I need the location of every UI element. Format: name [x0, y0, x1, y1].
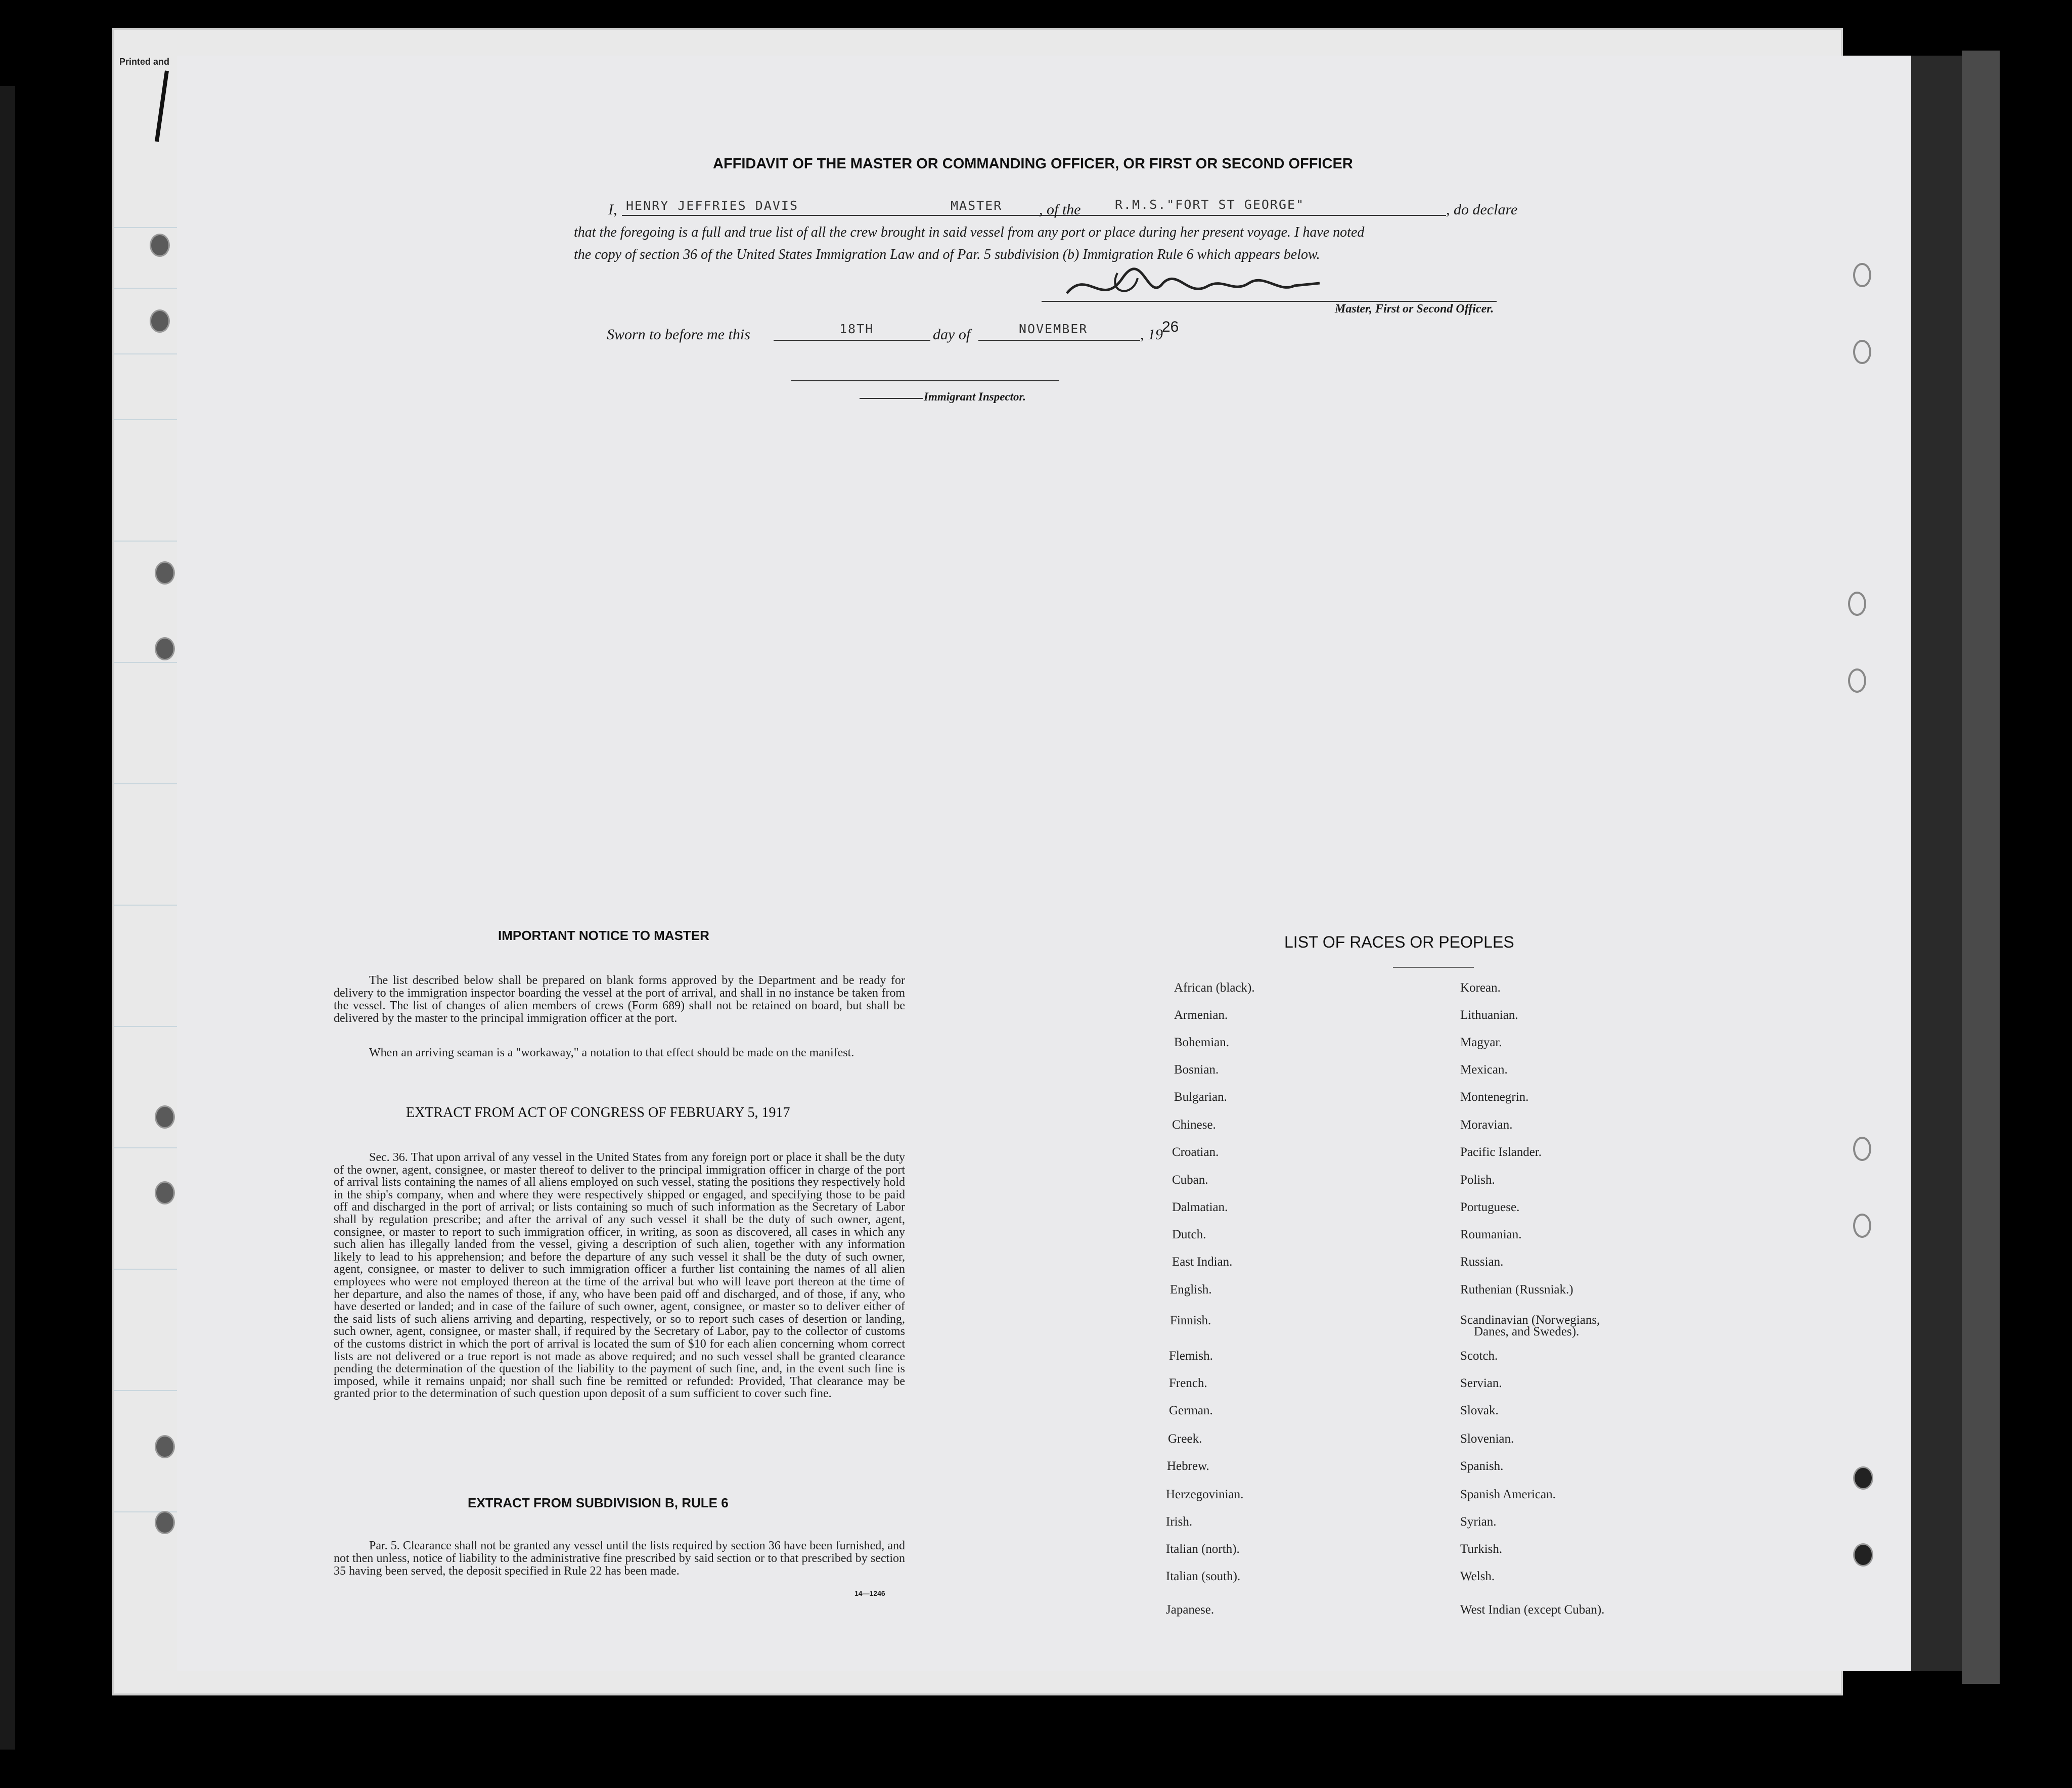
race-item: Ruthenian (Russniak.)	[1460, 1283, 1573, 1297]
rank-field: MASTER	[951, 198, 1003, 213]
races-heading: LIST OF RACES OR PEOPLES	[1284, 933, 1514, 951]
binder-hole-icon	[1853, 1543, 1873, 1567]
race-item: African (black).	[1174, 981, 1255, 995]
race-item: Japanese.	[1166, 1603, 1214, 1617]
race-item: Slovenian.	[1460, 1432, 1514, 1446]
race-item: Irish.	[1166, 1515, 1193, 1529]
act-extract-body: Sec. 36. That upon arrival of any vessel in the United States from any foreign port or place it shall be the duty of the owner, agent, consignee, or master thereof to deliver to the principal immigration officer in charge of the port of arrival lists containing the names of all aliens employed on such vessel, stating the positions they respectively hold in the ship's company, when and where they were respectively shipped or engaged, and specifying those to be paid off and discharged in the port of arrival; or lists containing so much of such information as the Secretary of Labor shall by regulation prescribe; and after the arrival of any such vessel it shall be the duty of such owner, agent, consignee, or master to report to such immigration officer, in writing, as soon as discovered, all cases in which any such alien has illegally landed from the vessel, giving a description of such alien, together with any information likely to lead to his apprehension; and before the departure of any such vessel it shall be the duty of such owner, agent, consignee, or master to deliver to such immigration officer a further list containing the names of all alien employees who were not employed thereon at the time of the arrival but who will leave port thereon at the time of her departure, and also the names of those, if any, who have been paid off and discharged, and of those, if any, who have deserted or landed; and in case of the failure of such owner, agent, consignee, or master so to deliver either of the said lists of such aliens arriving and departing, respectively, or so to report such cases of desertion or landing, such owner, agent, consignee, or master shall, if required by the Secretary of Labor, pay to the collector of customs of the customs district in which the port of arrival is located the sum of $10 for each alien concerning whom correct lists are not delivered or a true report is not made as above required; and no such vessel shall be granted clearance pending the determination of the question of the liability to the payment of such fine, and, in the event such fine is imposed, while it remains unpaid; nor shall such fine be remitted or refunded: Provided, That clearance may be granted prior to the determination of such question upon deposit of a sum sufficient to cover such fine.	[334, 1151, 905, 1401]
race-item: Turkish.	[1460, 1542, 1503, 1556]
sworn-prefix: Sworn to before me this	[607, 326, 750, 343]
sworn-month-field: NOVEMBER	[1019, 322, 1088, 336]
race-item: Scotch.	[1460, 1349, 1498, 1363]
race-item: West Indian (except Cuban).	[1460, 1603, 1605, 1617]
race-item: Syrian.	[1460, 1515, 1497, 1529]
day-of-text: day of	[933, 326, 971, 343]
year-suffix: 26	[1162, 319, 1179, 335]
race-item: Dutch.	[1172, 1228, 1206, 1241]
inspector-caption: Immigrant Inspector.	[924, 390, 1026, 403]
race-item: Bohemian.	[1174, 1036, 1230, 1049]
rule-extract-heading: EXTRACT FROM SUBDIVISION B, RULE 6	[468, 1495, 729, 1510]
race-item: French.	[1169, 1376, 1207, 1390]
sworn-month-line	[978, 340, 1140, 341]
back-sheet-label: Printed and	[119, 57, 170, 67]
race-item: Scandinavian (Norwegians,	[1460, 1313, 1600, 1327]
document-sheet	[177, 56, 1911, 1671]
sheet-edge-shadow	[1911, 56, 1962, 1671]
margin-pencil-mark	[147, 66, 177, 147]
race-item: Welsh.	[1460, 1570, 1495, 1583]
race-item: Armenian.	[1174, 1008, 1228, 1022]
race-item: Spanish.	[1460, 1459, 1504, 1473]
binder-hole-icon	[150, 234, 170, 257]
race-item: East Indian.	[1172, 1255, 1233, 1269]
binder-hole-icon	[1853, 1466, 1873, 1490]
binder-ring-icon	[1853, 1214, 1871, 1238]
race-item: German.	[1169, 1404, 1213, 1417]
master-name-field: HENRY JEFFRIES DAVIS	[626, 198, 799, 213]
race-item: Italian (north).	[1166, 1542, 1240, 1556]
race-item: Cuban.	[1172, 1173, 1208, 1187]
race-item: Roumanian.	[1460, 1228, 1522, 1241]
do-declare-text: , do declare	[1446, 201, 1518, 218]
race-item: Servian.	[1460, 1376, 1502, 1390]
inspector-short-line	[860, 398, 923, 399]
race-item: Hebrew.	[1167, 1459, 1209, 1473]
sworn-day-field: 18TH	[839, 322, 874, 336]
race-item: Lithuanian.	[1460, 1008, 1518, 1022]
form-number: 14—1246	[854, 1589, 885, 1597]
master-signature	[1057, 263, 1340, 314]
signature-line	[1042, 301, 1497, 302]
scan-border-left	[0, 86, 15, 1750]
race-item: Italian (south).	[1166, 1570, 1241, 1583]
affidavit-line-3: the copy of section 36 of the United States Immigration Law and of Par. 5 subdivision (b) Immigration Rule 6 which appears below.	[574, 247, 1320, 262]
affidavit-line-2: that the foregoing is a full and true list of all the crew brought in said vessel from any port or place during her present voyage. I have noted	[574, 225, 1365, 240]
binder-ring-icon	[1853, 263, 1871, 287]
of-the-text: , of the	[1039, 201, 1081, 218]
inspector-signature-line	[791, 380, 1059, 381]
binder-hole-icon	[155, 1181, 175, 1204]
race-item: Chinese.	[1172, 1118, 1216, 1132]
binder-ring-icon	[1848, 668, 1866, 693]
race-item: Flemish.	[1169, 1349, 1213, 1363]
race-item: Herzegovinian.	[1166, 1488, 1244, 1501]
binder-ring-icon	[1853, 340, 1871, 364]
act-extract-heading: EXTRACT FROM ACT OF CONGRESS OF FEBRUARY 5, 1917	[406, 1105, 790, 1121]
race-item: Moravian.	[1460, 1118, 1513, 1132]
race-item: Finnish.	[1170, 1314, 1211, 1327]
affidavit-heading: AFFIDAVIT OF THE MASTER OR COMMANDING OFFICER, OR FIRST OR SECOND OFFICER	[713, 156, 1353, 172]
scan-border-right	[1962, 51, 2000, 1684]
race-item: Mexican.	[1460, 1063, 1508, 1077]
race-item: Russian.	[1460, 1255, 1504, 1269]
binder-hole-icon	[155, 637, 175, 660]
binder-ring-icon	[1848, 592, 1866, 616]
binder-hole-icon	[155, 1435, 175, 1458]
race-item: Danes, and Swedes).	[1474, 1325, 1580, 1338]
binder-hole-icon	[150, 309, 170, 333]
race-item: Bosnian.	[1174, 1063, 1219, 1077]
race-item: Magyar.	[1460, 1036, 1502, 1049]
race-item: Greek.	[1168, 1432, 1202, 1446]
race-item: Polish.	[1460, 1173, 1495, 1187]
signature-caption: Master, First or Second Officer.	[1335, 302, 1494, 316]
binder-ring-icon	[1853, 1137, 1871, 1161]
vessel-name-field: R.M.S."FORT ST GEORGE"	[1115, 197, 1305, 212]
notice-paragraph-2: When an arriving seaman is a "workaway," a notation to that effect should be made on the manifest.	[369, 1046, 854, 1059]
binder-hole-icon	[155, 561, 175, 585]
races-heading-rule	[1393, 967, 1474, 968]
race-item: Montenegrin.	[1460, 1090, 1529, 1104]
race-item: Pacific Islander.	[1460, 1145, 1542, 1159]
affidavit-i-prefix: I,	[608, 201, 617, 218]
race-item: Spanish American.	[1460, 1488, 1556, 1501]
vessel-line	[1092, 215, 1446, 216]
race-item: English.	[1170, 1283, 1212, 1297]
race-item: Bulgarian.	[1174, 1090, 1227, 1104]
race-item: Dalmatian.	[1172, 1200, 1228, 1214]
master-name-line	[622, 215, 1092, 216]
sworn-day-line	[774, 340, 930, 341]
notice-paragraph-1: The list described below shall be prepared on blank forms approved by the Department and be ready for delivery to the immigration inspector boarding the vessel at the port of arrival, and shall in no instance be taken from the vessel. The list of changes of alien members of crews (Form 689) shall not be retained on board, but shall be delivered by the master to the principal immigration officer at the port.	[334, 974, 905, 1025]
year-prefix: , 19	[1140, 326, 1163, 343]
race-item: Portuguese.	[1460, 1200, 1520, 1214]
rule-extract-body: Par. 5. Clearance shall not be granted any vessel until the lists required by section 36 have been furnished, and not then unless, notice of liability to the administrative fine prescribed by said section or to that prescribed by section 35 having been served, the deposit specified in Rule 22 has been made.	[334, 1539, 905, 1578]
race-item: Slovak.	[1460, 1404, 1499, 1417]
binder-hole-icon	[155, 1511, 175, 1534]
binder-hole-icon	[155, 1105, 175, 1129]
race-item: Korean.	[1460, 981, 1501, 995]
notice-heading: IMPORTANT NOTICE TO MASTER	[498, 928, 709, 943]
race-item: Croatian.	[1172, 1145, 1219, 1159]
